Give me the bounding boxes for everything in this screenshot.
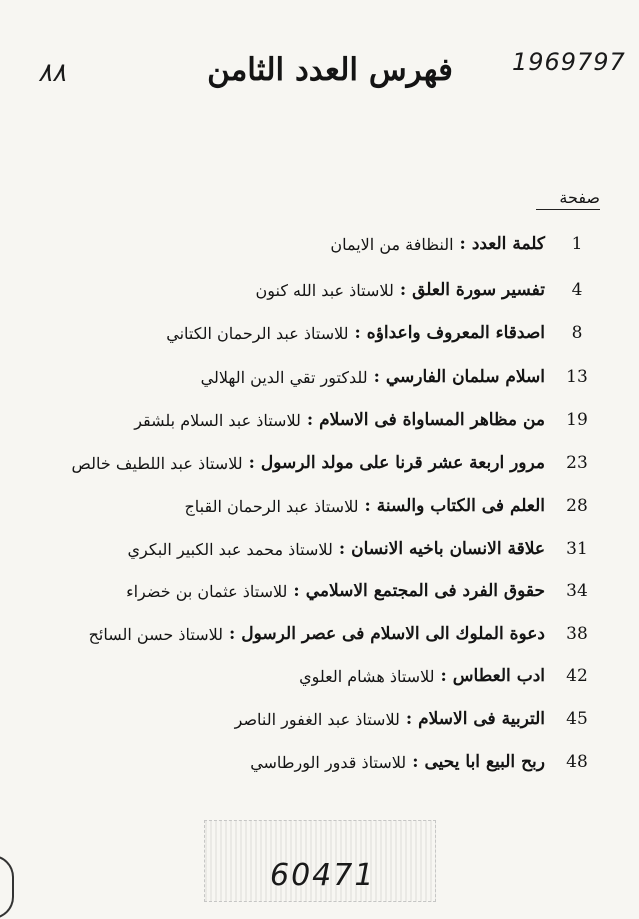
page-title: فهرس العدد الثامن bbox=[207, 52, 453, 88]
toc-page-number: 38 bbox=[566, 624, 588, 644]
toc-row bbox=[20, 229, 599, 259]
toc-subject: علاقة الانسان باخيه الانسان bbox=[351, 539, 545, 559]
handwritten-year: 1969 bbox=[512, 48, 578, 76]
toc-subject: من مظاهر المساواة فى الاسلام bbox=[319, 410, 545, 430]
toc-page-number: 4 bbox=[571, 280, 583, 300]
handwritten-number: 797 bbox=[577, 48, 626, 76]
toc-row bbox=[20, 362, 599, 392]
handwritten-catalog-number: 60471 bbox=[270, 858, 376, 893]
toc-author: للاستاذ هشام العلوي bbox=[299, 666, 435, 686]
toc-separator: : bbox=[354, 323, 361, 343]
toc-row bbox=[20, 661, 599, 691]
toc-separator: : bbox=[459, 234, 466, 254]
toc-page-number: 1 bbox=[571, 234, 583, 254]
toc-author: للاستاذ عبد الرحمان القباج bbox=[184, 496, 359, 516]
toc-separator: : bbox=[248, 453, 255, 473]
toc-page-number: 42 bbox=[566, 666, 588, 686]
toc-row bbox=[20, 318, 599, 348]
toc-row bbox=[20, 747, 599, 777]
toc-author: للاستاذ عبد الغفور الناصر bbox=[234, 709, 400, 729]
toc-row bbox=[20, 448, 599, 478]
toc-subject: ادب العطاس bbox=[452, 666, 545, 686]
toc-row bbox=[20, 576, 599, 606]
toc-subject: العلم فى الكتاب والسنة bbox=[376, 496, 545, 516]
toc-separator: : bbox=[440, 666, 447, 686]
toc-row bbox=[20, 704, 599, 734]
toc-separator: : bbox=[293, 581, 300, 601]
toc-page-number: 28 bbox=[566, 496, 588, 516]
toc-author: للاستاذ عبد الرحمان الكتاني bbox=[166, 323, 349, 343]
toc-row bbox=[20, 275, 599, 305]
page-corner-mark: ٨٨ bbox=[38, 58, 66, 88]
toc-row bbox=[20, 619, 599, 649]
toc-separator: : bbox=[338, 539, 346, 559]
toc-author: للاستاذ عبد السلام بلشقر bbox=[134, 410, 301, 430]
toc-subject: ربح البيع ابا يحيى bbox=[424, 752, 545, 772]
toc-page-number: 8 bbox=[571, 323, 583, 343]
toc-subject: حقوق الفرد فى المجتمع الاسلامي bbox=[305, 581, 545, 601]
toc-author: للاستاذ عبد اللطيف خالص bbox=[71, 453, 243, 473]
toc-subject: دعوة الملوك الى الاسلام فى عصر الرسول bbox=[241, 624, 545, 644]
toc-author: للاستاذ عثمان بن خضراء bbox=[126, 581, 288, 601]
toc-subject: كلمة العدد bbox=[471, 234, 545, 254]
toc-subject: اصدقاء المعروف واعداؤه bbox=[366, 323, 545, 343]
toc-page-number: 34 bbox=[566, 581, 588, 601]
toc-row bbox=[20, 534, 599, 564]
toc-page-number: 31 bbox=[566, 539, 588, 559]
toc-page-number: 23 bbox=[566, 453, 588, 473]
toc-page-number: 19 bbox=[566, 410, 588, 430]
toc-separator: : bbox=[405, 709, 413, 729]
toc-author: للاستاذ قدور الورطاسي bbox=[250, 752, 407, 772]
toc-separator: : bbox=[229, 624, 236, 644]
margin-mark bbox=[0, 855, 14, 919]
toc-author: النظافة من الايمان bbox=[330, 234, 454, 254]
toc-separator: : bbox=[364, 496, 371, 516]
toc-page-number: 45 bbox=[566, 709, 588, 729]
toc-row bbox=[20, 405, 599, 435]
toc-separator: : bbox=[373, 367, 380, 387]
toc-author: للاستاذ محمد عبد الكبير البكري bbox=[127, 539, 333, 559]
toc-subject: التربية فى الاسلام bbox=[418, 709, 545, 729]
toc-subject: مرور اربعة عشر قرنا على مولد الرسول bbox=[260, 453, 545, 473]
column-header-page: صفحة bbox=[536, 188, 600, 210]
toc-author: للاستاذ عبد الله كنون bbox=[255, 280, 394, 300]
toc-subject: تفسير سورة العلق bbox=[412, 280, 545, 300]
toc-page-number: 13 bbox=[566, 367, 588, 387]
toc-separator: : bbox=[399, 280, 407, 300]
toc-author: للاستاذ حسن السائح bbox=[88, 624, 224, 644]
toc-author: للدكتور تقي الدين الهلالي bbox=[200, 367, 368, 387]
toc-separator: : bbox=[306, 410, 314, 430]
toc-row bbox=[20, 491, 599, 521]
toc-subject: اسلام سلمان الفارسي bbox=[385, 367, 545, 387]
toc-page-number: 48 bbox=[566, 752, 588, 772]
toc-separator: : bbox=[412, 752, 419, 772]
